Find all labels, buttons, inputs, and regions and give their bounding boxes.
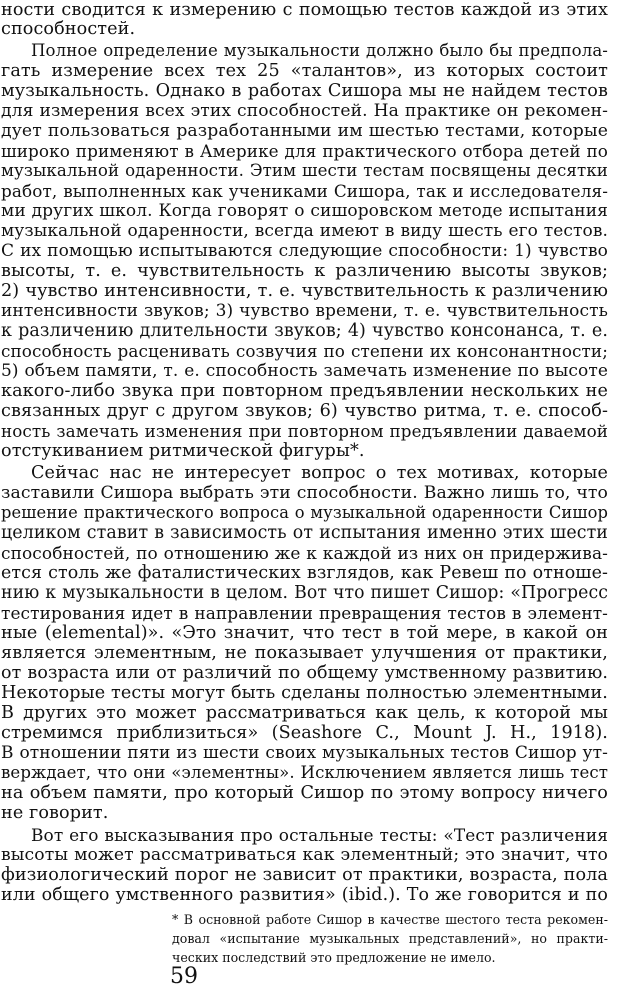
footnote-line: довал «испытание музыкальных представлений», но практи- (172, 931, 608, 946)
footnote-line: * В основной работе Сишор в качестве шестого теста рекомен- (172, 912, 608, 927)
text-line: является элементным, не показывает улучшения от практики, (1, 643, 608, 663)
text-line: В отношении пяти из шести своих музыкальных тестов Сишор ут- (1, 743, 608, 763)
text-line: ности сводится к измерению с помощью тестов каждой из этих (1, 0, 608, 20)
text-line: или общего умственного развития» (ibid.). То же говорится и по (1, 885, 608, 905)
text-line: ется столь же фаталистических взглядов, как Ревеш по отноше- (1, 563, 608, 583)
text-line: высоты, т. е. чувствительность к различению высоты звуков; (1, 261, 608, 281)
text-line: 5) объем памяти, т. е. способность замечать изменение по высоте (1, 361, 608, 381)
text-line: ность замечать изменения при повторном предъявлении даваемой (1, 421, 608, 441)
text-line: С их помощью испытываются следующие способности: 1) чувство (1, 241, 608, 261)
text-line: широко применяют в Америке для практического отбора детей по (1, 141, 608, 161)
text-line: на объем памяти, про который Сишор по этому вопросу ничего (1, 783, 608, 803)
text-line: от возраста или от различий по общему умственному развитию. (1, 663, 608, 683)
text-line: целиком ставит в зависимость от испытания именно этих шести (1, 523, 608, 543)
text-line: 2) чувство интенсивности, т. е. чувствительность к различению (1, 281, 608, 301)
text-line: Сейчас нас не интересует вопрос о тех мотивах, которые (31, 463, 608, 483)
text-line: физиологический порог не зависит от практики, возраста, пола (1, 865, 608, 885)
text-line: не говорит. (1, 803, 109, 823)
text-line: стремимся приблизиться» (Seashore C., Mount J. H., 1918). (1, 723, 608, 743)
text-line: дует пользоваться разработанными им шестью тестами, которые (1, 121, 608, 141)
text-line: работ, выполненных как учениками Сишора, так и исследователя- (1, 181, 608, 201)
text-line: гать измерение всех тех 25 «талантов», из которых состоит (1, 61, 608, 81)
text-line: решение практического вопроса о музыкальной одаренности Сишор (1, 503, 608, 522)
text-line: музыкальной одаренности. Этим шести тестам посвящены десятки (1, 161, 608, 180)
text-line: связанных друг с другом звуков; 6) чувство ритма, т. е. способ- (1, 401, 608, 421)
text-line: к различению длительности звуков; 4) чувство консонанса, т. е. (1, 321, 608, 341)
text-line: нию к музыкальности в целом. Вот что пишет Сишор: «Прогресс (1, 583, 608, 603)
text-line: тестирования идет в направлении превращения тестов в элемент- (1, 603, 608, 623)
text-line: способность расценивать созвучия по степени их консонантности; (1, 341, 608, 361)
text-line: интенсивности звуков; 3) чувство времени, т. е. чувствительность (1, 301, 608, 321)
text-line: заставили Сишора выбрать эти способности. Важно лишь то, что (1, 483, 608, 503)
text-line: ми других школ. Когда говорят о сишоровском методе испытания (1, 201, 608, 221)
text-line: верждает, что они «элементны». Исключением является лишь тест (1, 763, 608, 782)
text-line: музыкальность. Однако в работах Сишора мы не найдем тестов (1, 81, 608, 101)
footnote-line: ческих последствий это предложение не имело. (172, 950, 496, 965)
text-line: Полное определение музыкальности должно было бы предпола- (31, 41, 608, 60)
text-line: способностей. (1, 19, 136, 39)
page-number: 59 (170, 964, 198, 989)
text-line: способностей, по отношению же к каждой из них он придерживa- (1, 543, 608, 563)
text-line: В других это может рассматриваться как цель, к которой мы (1, 703, 608, 723)
text-line: Некоторые тесты могут быть сделаны полностью элементными. (1, 683, 608, 703)
text-line: музыкальной одаренности, всегда имеют в виду шесть его тестов. (1, 221, 608, 241)
text-line: для измерения всех этих способностей. На практике он рекомен- (1, 101, 608, 121)
text-line: отстукиванием ритмической фигуры*. (1, 441, 365, 461)
text-line: Вот его высказывания про остальные тесты: «Тест различения (31, 825, 608, 845)
text-line: ные (elemental)». «Это значит, что тест в той мере, в какой он (1, 623, 608, 643)
text-line: высоты может рассматриваться как элементный; это значит, что (1, 845, 608, 865)
text-line: какого-либо звука при повторном предъявлении нескольких не (1, 381, 608, 401)
